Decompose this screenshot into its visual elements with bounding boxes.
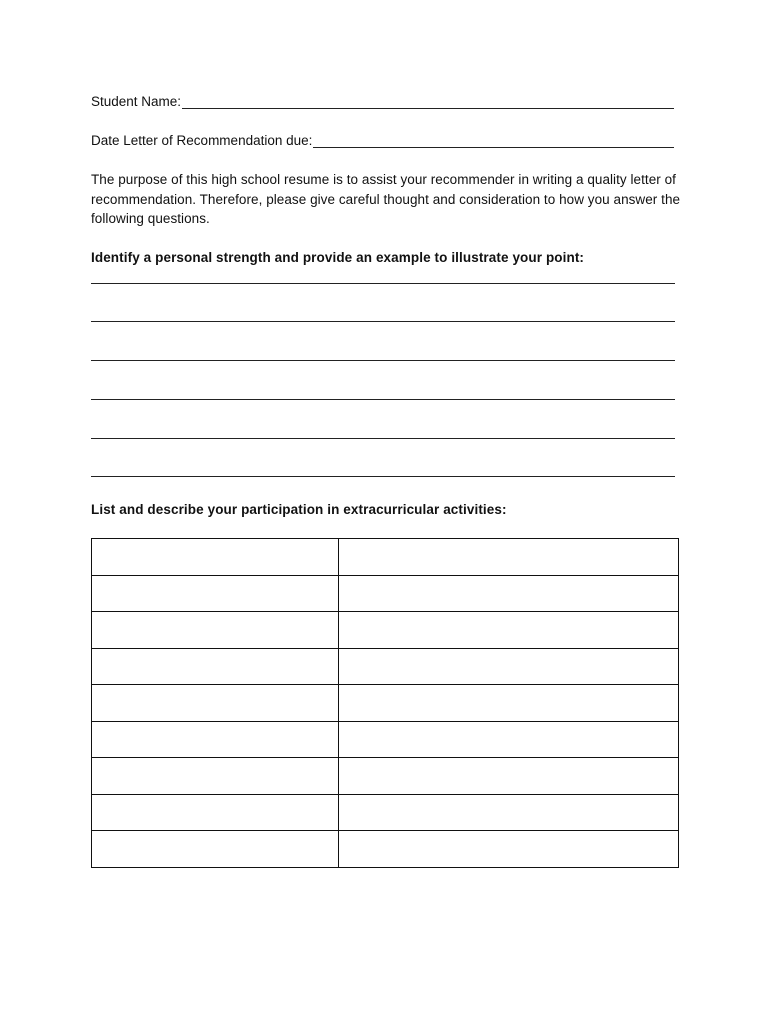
table-row <box>92 831 679 868</box>
activity-name-cell[interactable] <box>92 612 339 649</box>
strength-question: Identify a personal strength and provide an example to illustrate your point: <box>91 250 585 265</box>
strength-answer-line[interactable] <box>91 360 675 361</box>
activity-description-cell[interactable] <box>339 831 679 868</box>
table-row <box>92 758 679 795</box>
student-name-label: Student Name: <box>91 94 182 109</box>
activity-description-cell[interactable] <box>339 721 679 758</box>
activity-description-cell[interactable] <box>339 794 679 831</box>
activity-name-cell[interactable] <box>92 721 339 758</box>
strength-answer-line[interactable] <box>91 399 675 400</box>
table-row <box>92 648 679 685</box>
table-row <box>92 721 679 758</box>
table-row <box>92 794 679 831</box>
table-row <box>92 539 679 576</box>
date-due-field[interactable] <box>313 133 674 148</box>
student-name-row <box>91 92 674 112</box>
strength-answer-line[interactable] <box>91 283 675 284</box>
activities-question: List and describe your participation in extracurricular activities: <box>91 502 507 517</box>
activities-table <box>91 538 679 868</box>
purpose-paragraph: The purpose of this high school resume is to assist your recommender in writing a quality letter of recommendation. Therefore, please give careful thought and consideration to how you answer the following questions. <box>91 172 681 227</box>
activity-name-cell[interactable] <box>92 575 339 612</box>
activity-name-cell[interactable] <box>92 831 339 868</box>
activity-name-cell[interactable] <box>92 685 339 722</box>
activity-description-cell[interactable] <box>339 648 679 685</box>
activity-description-cell[interactable] <box>339 575 679 612</box>
activity-description-cell[interactable] <box>339 539 679 576</box>
date-due-label: Date Letter of Recommendation due: <box>91 133 313 148</box>
activity-name-cell[interactable] <box>92 794 339 831</box>
activity-name-cell[interactable] <box>92 539 339 576</box>
activity-description-cell[interactable] <box>339 612 679 649</box>
table-row <box>92 575 679 612</box>
strength-answer-line[interactable] <box>91 438 675 439</box>
activity-name-cell[interactable] <box>92 648 339 685</box>
table-row <box>92 685 679 722</box>
table-row <box>92 612 679 649</box>
student-name-field[interactable] <box>182 94 674 109</box>
strength-answer-line[interactable] <box>91 476 675 477</box>
activity-description-cell[interactable] <box>339 758 679 795</box>
strength-answer-line[interactable] <box>91 321 675 322</box>
activity-description-cell[interactable] <box>339 685 679 722</box>
date-due-row <box>91 131 674 151</box>
activity-name-cell[interactable] <box>92 758 339 795</box>
